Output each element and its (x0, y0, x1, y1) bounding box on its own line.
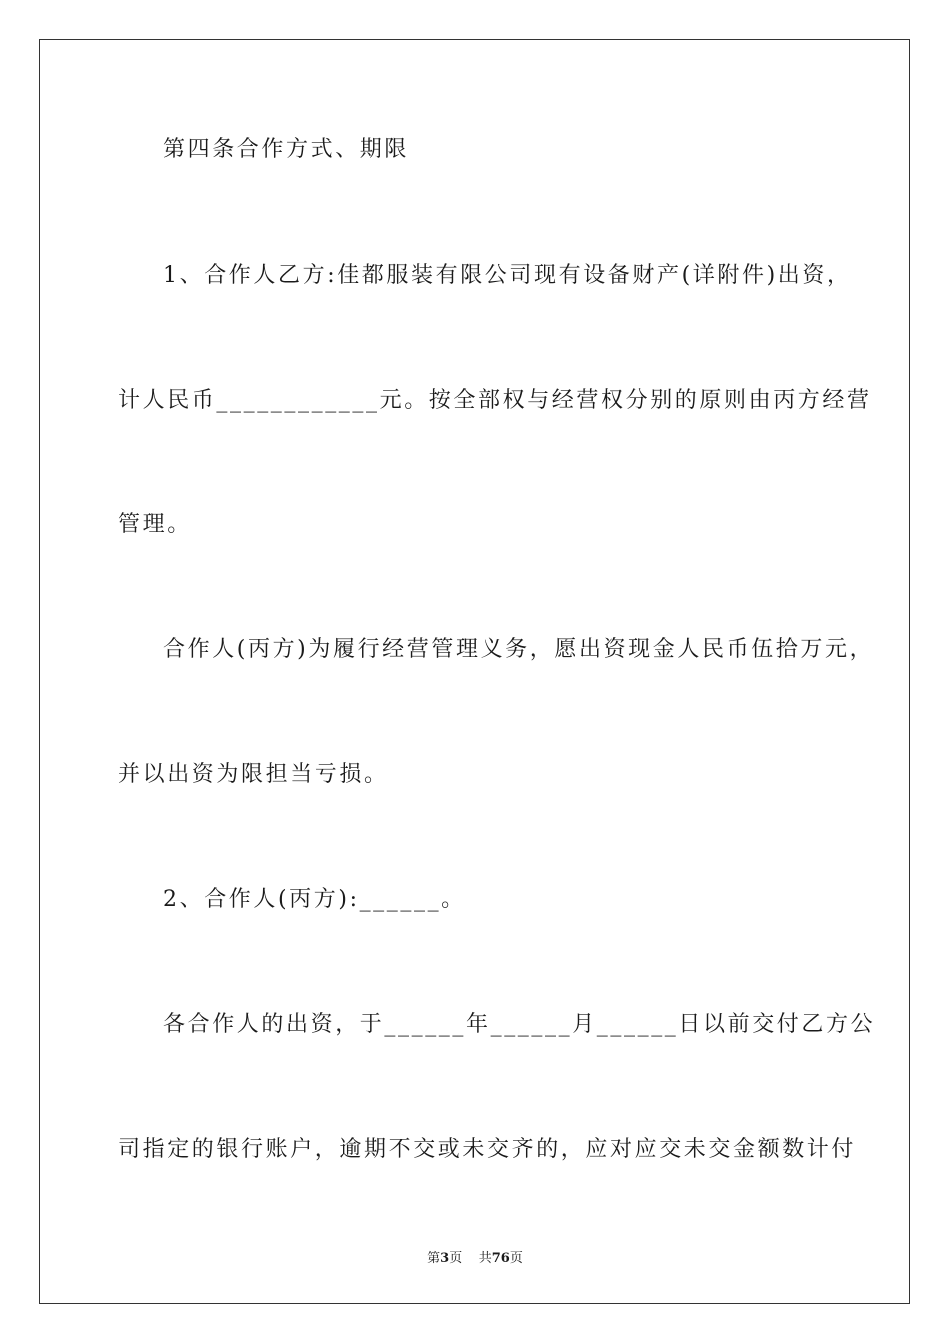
paragraph-line: 并以出资为限担当亏损。 (118, 762, 389, 787)
paragraph-line: 合作人(丙方)为履行经营管理义务，愿出资现金人民币伍拾万元， (163, 637, 875, 662)
footer-page-suffix: 页 (449, 1251, 463, 1266)
paragraph-line: 2、合作人(丙方):______。 (163, 887, 466, 912)
footer-total-suffix: 页 (509, 1251, 523, 1266)
footer-total-prefix: 共 (478, 1251, 492, 1266)
footer-total-pages: 76 (491, 1251, 510, 1266)
paragraph-line: 计人民币____________元。按全部权与经营权分别的原则由丙方经营 (118, 388, 872, 413)
paragraph-line: 司指定的银行账户，逾期不交或未交齐的，应对应交未交金额数计付 (118, 1137, 857, 1162)
page-footer (0, 1247, 950, 1266)
paragraph-line: 管理。 (118, 512, 192, 537)
paragraph-line: 各合作人的出资，于______年______月______日以前交付乙方公 (163, 1012, 876, 1037)
section-heading: 第四条合作方式、期限 (163, 137, 410, 162)
paragraph-line: 1、合作人乙方:佳都服装有限公司现有设备财产(详附件)出资， (163, 263, 852, 288)
footer-page-number: 3 (440, 1251, 450, 1266)
footer-page-prefix: 第 (427, 1251, 441, 1266)
page-border (39, 39, 910, 1304)
